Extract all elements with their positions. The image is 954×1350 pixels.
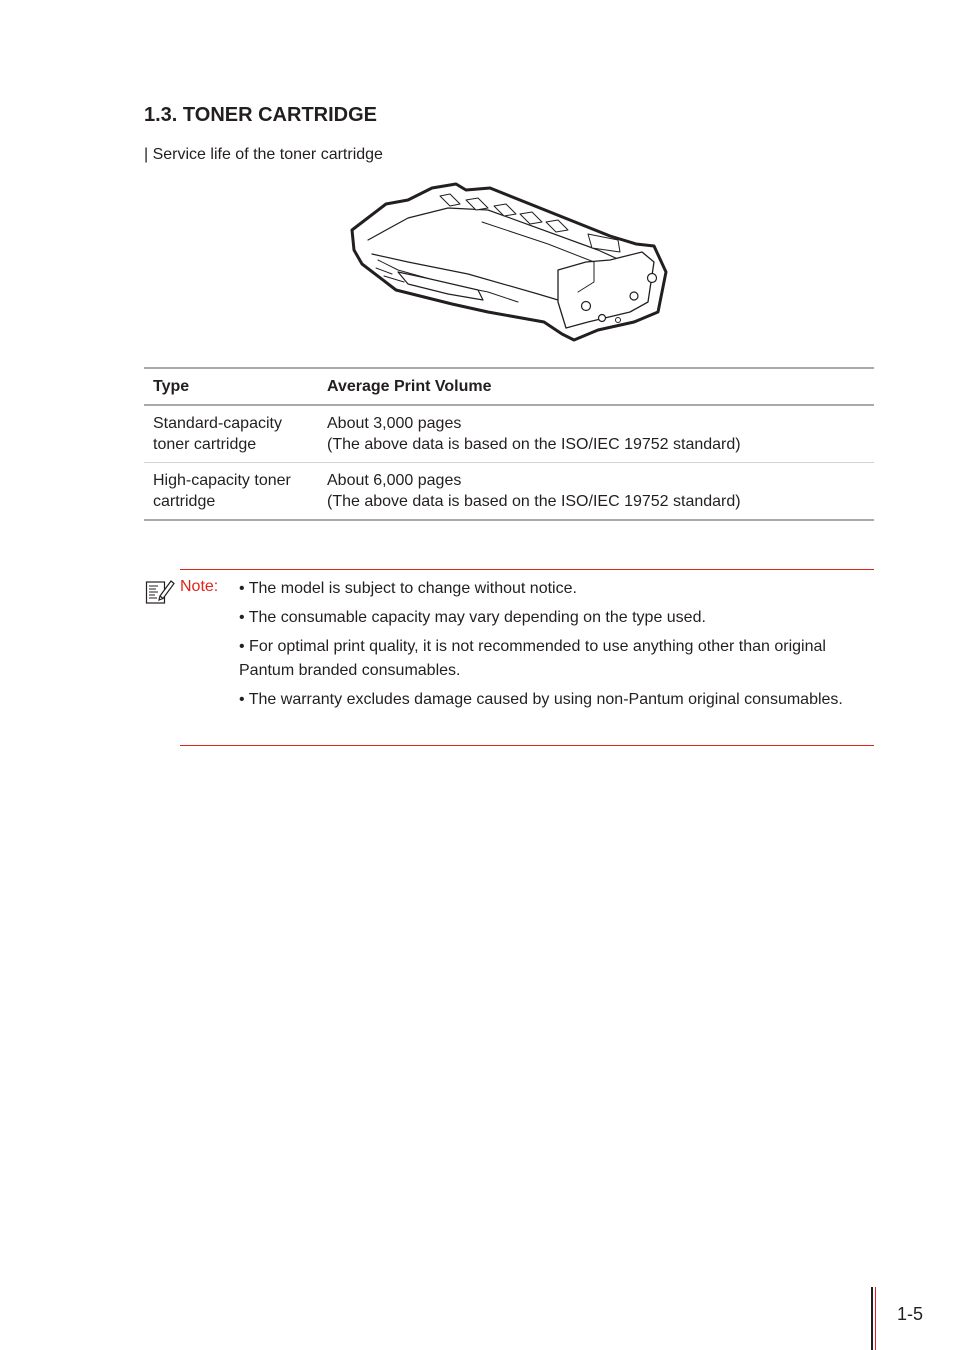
table-row [144,405,874,463]
table-header-type: Type [144,368,318,405]
cell-line: (The above data is based on the ISO/IEC 19752 standard) [327,493,741,510]
note-item: • The consumable capacity may vary depending on the type used. [239,609,706,626]
note-item: • For optimal print quality, it is not recommended to use anything other than original Pantum branded consumables. [239,638,826,679]
table-row [144,463,874,521]
footer-divider [871,1287,873,1350]
footer-accent-divider [875,1287,876,1350]
page-number: 1-5 [897,1304,924,1324]
cell-line: About 6,000 pages [327,472,462,489]
cell-line: Standard-capacity [153,415,282,432]
note-pencil-icon [145,577,175,605]
cell-line: cartridge [153,493,216,510]
table-cell-type [144,463,318,521]
toner-cartridge-illustration [348,182,670,342]
cell-line: (The above data is based on the ISO/IEC 19752 standard) [327,436,741,453]
note-item: • The warranty excludes damage caused by using non-Pantum original consumables. [239,691,843,708]
table-cell-volume [318,463,874,521]
section-subtitle: | Service life of the toner cartridge [144,146,383,163]
section-title: 1.3. TONER CARTRIDGE [144,104,377,126]
note-bottom-divider [180,745,874,746]
table-cell-type [144,405,318,463]
note-label: Note: [180,578,219,595]
note-list [239,577,859,717]
toner-spec-table [144,367,874,521]
table-header-volume: Average Print Volume [318,368,874,405]
cell-line: toner cartridge [153,436,257,453]
cell-line: High-capacity toner [153,472,291,489]
note-item: • The model is subject to change without notice. [239,580,577,597]
table-cell-volume [318,405,874,463]
note-top-divider [180,569,874,570]
cell-line: About 3,000 pages [327,415,462,432]
table-header-row [144,368,874,405]
